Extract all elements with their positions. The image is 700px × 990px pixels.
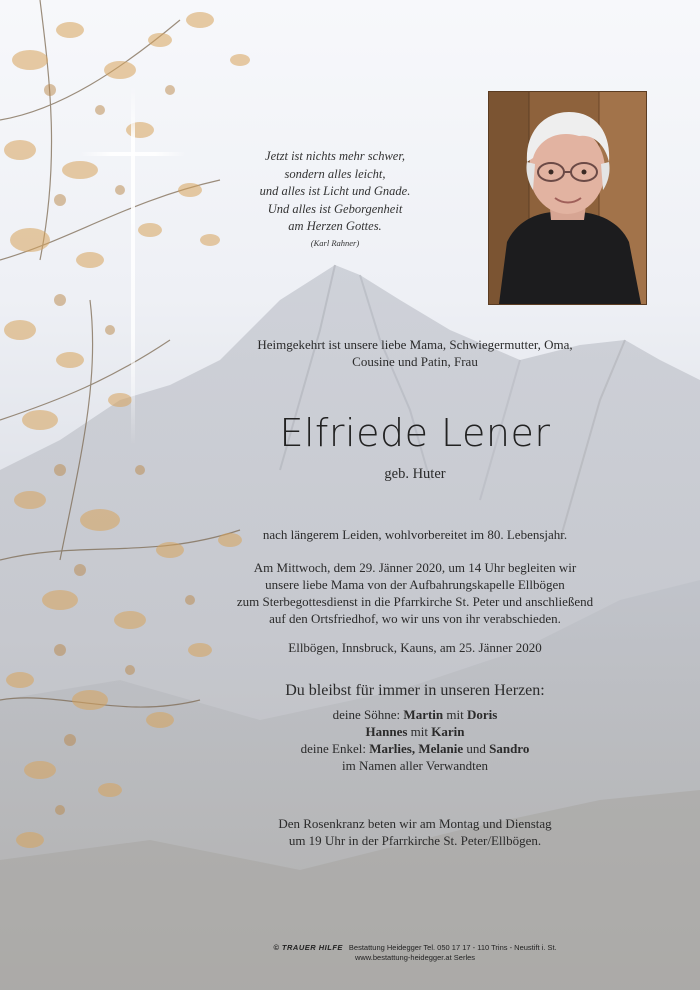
- portrait-photo: [488, 91, 647, 305]
- funeral-line: zum Sterbegottesdienst in die Pfarrkirche St. Peter und anschließend: [236, 594, 594, 609]
- light-cross-vertical: [131, 85, 135, 445]
- poem-line: am Herzen Gottes.: [288, 219, 382, 233]
- family-grandchildren-line: [180, 740, 650, 757]
- light-cross-horizontal: [80, 152, 186, 156]
- poem-author: (Karl Rahner): [310, 237, 360, 248]
- family-son2-line: [180, 723, 650, 740]
- poem-line: sondern alles leicht,: [284, 166, 386, 181]
- poem-line: Und alles ist Geborgenheit: [267, 201, 403, 216]
- grandchildren-names: Marlies, Melanie: [369, 741, 464, 756]
- rosary-line: Den Rosenkranz beten wir am Montag und Dienstag: [278, 816, 552, 831]
- funeral-line: Am Mittwoch, dem 29. Jänner 2020, um 14 Uhr begleiten wir: [253, 560, 577, 575]
- footer-website[interactable]: www.bestattung-heidegger.at Serles: [354, 953, 476, 962]
- son-name: Martin: [403, 707, 444, 722]
- footer: [150, 943, 680, 963]
- poem-line: Jetzt ist nichts mehr schwer,: [265, 149, 405, 163]
- place-and-date: Ellbögen, Innsbruck, Kauns, am 25. Jänner 2020: [288, 640, 542, 655]
- deceased-name: Elfriede Lener: [279, 411, 551, 455]
- maiden-name: geb. Huter: [384, 466, 446, 482]
- partner-name: Doris: [466, 707, 498, 722]
- funeral-line: unsere liebe Mama von der Aufbahrungskapelle Ellbögen: [265, 577, 565, 592]
- family-list: [180, 706, 650, 774]
- funeral-line: auf den Ortsfriedhof, wo wir uns von ihr verabschieden.: [269, 611, 561, 626]
- partner-name: Karin: [431, 724, 465, 739]
- rosary-notice: [180, 815, 650, 849]
- footer-contact: Bestattung Heidegger Tel. 050 17 17 - 110 Trins - Neustift i. St.: [348, 943, 557, 952]
- memorial-motto: Du bleibst für immer in unseren Herzen:: [285, 682, 545, 699]
- family-sons-line: [180, 706, 650, 723]
- sons-prefix: deine Söhne:: [332, 707, 404, 722]
- illness-note: nach längerem Leiden, wohlvorbereitet im 80. Lebensjahr.: [262, 527, 568, 542]
- rosary-line: um 19 Uhr in der Pfarrkirche St. Peter/Ellbögen.: [288, 833, 542, 848]
- intro-line: Cousine und Patin, Frau: [352, 354, 478, 369]
- intro-text: [200, 336, 630, 370]
- grandchildren-prefix: deine Enkel:: [300, 741, 370, 756]
- and-text: und: [463, 741, 490, 756]
- intro-line: Heimgekehrt ist unsere liebe Mama, Schwiegermutter, Oma,: [257, 337, 573, 352]
- son-name: Hannes: [365, 724, 408, 739]
- grandchild-name: Sandro: [489, 741, 530, 756]
- relatives-line: im Namen aller Verwandten: [342, 758, 488, 773]
- footer-line: [150, 943, 680, 953]
- with-text: mit: [407, 724, 432, 739]
- with-text: mit: [443, 707, 467, 722]
- poem-line: und alles ist Licht und Gnade.: [259, 184, 411, 198]
- trauerhilfe-logo: © TRAUER HILFE: [273, 943, 343, 952]
- memorial-poem: [230, 148, 440, 249]
- funeral-details: [180, 559, 650, 627]
